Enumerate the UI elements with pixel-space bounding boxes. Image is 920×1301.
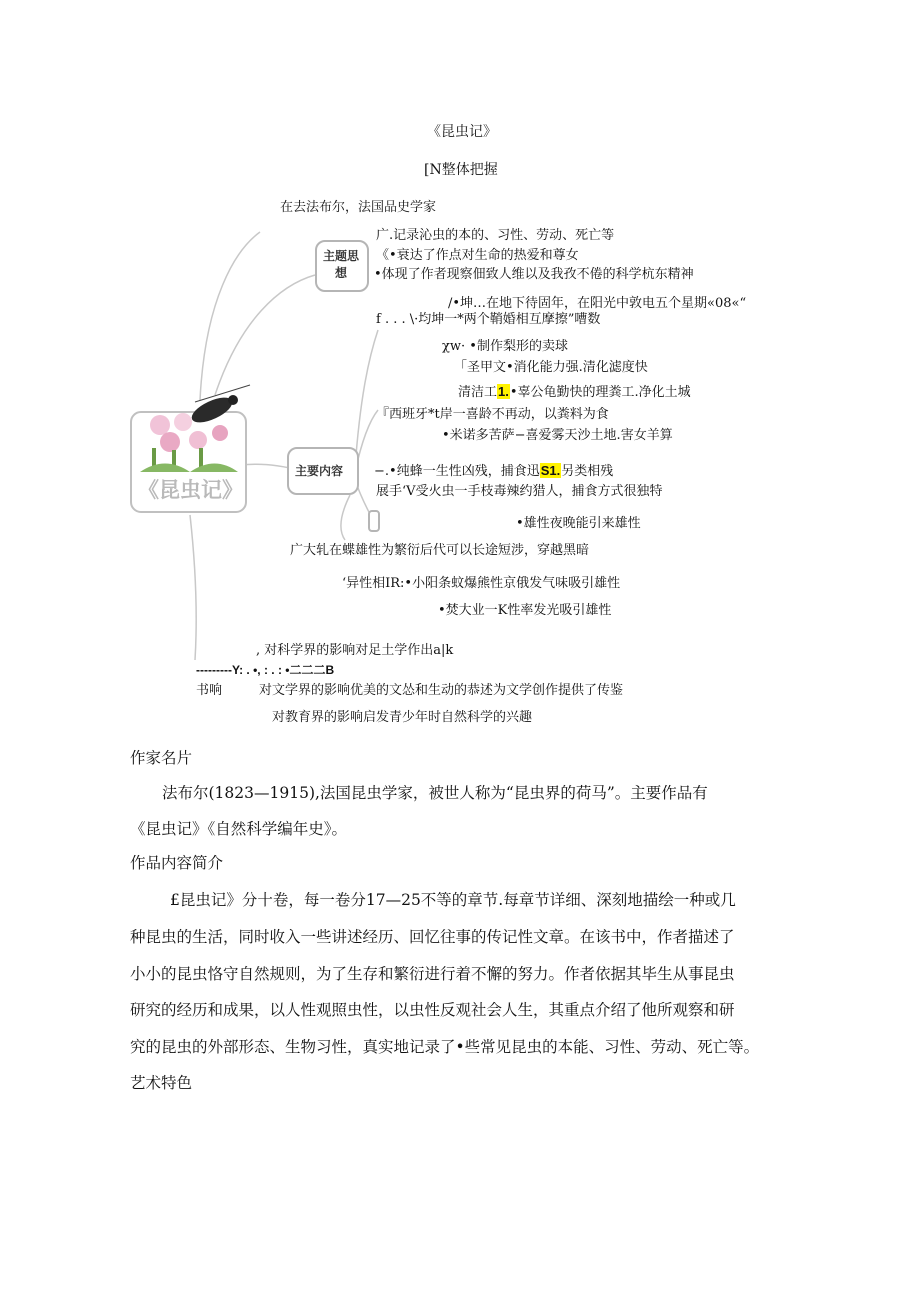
intro-heading: 作品内容简介	[130, 854, 224, 872]
mm-line-moth-1: •雄性夜晚能引来雄性	[516, 516, 641, 531]
mm-line-minotaur: •米诺多苦萨−喜爱雾天沙土地.害女羊算	[442, 428, 673, 443]
mm-line-influence-education: 对教育界的影响启发青少年时自然科学的兴趣	[272, 710, 533, 725]
section-heading: [N整体把握	[424, 162, 498, 178]
art-heading: 艺术特色	[130, 1074, 193, 1092]
mm-line-influence-literature: 对文学界的影响优美的文怂和生动的恭述为文学创作提供了传鉴	[259, 683, 624, 698]
mm-line-spanish: 『西班牙*t岸一喜龄不再动，以粪料为食	[376, 407, 609, 422]
mm-line-theme-1: 广.记录沁虫的本的、习性、劳动、死亡等	[376, 228, 615, 243]
mm-line-wasp	[374, 464, 613, 478]
intro-line-2: 种昆虫的生活，同时收入一些讲述经历、回忆往事的传记性文章。在该书中，作者描述了	[130, 928, 735, 946]
mm-line-theme-3: •体现了作者现察佃致人维以及我孜不倦的科学杭东精神	[374, 267, 694, 282]
mm-line-cicada-1: /•坤…在地下待固年，在阳光中敦电五个星期«08«“	[448, 296, 747, 311]
mm-line-attract-1: ‘异性相IR:•小阳条蚊爆熊性京俄发气味吸引雄性	[342, 576, 621, 591]
intro-line-5: 究的昆虫的外部形态、生物习性，真实地记录了•些常见昆虫的本能、习性、劳动、死亡等。	[130, 1038, 760, 1056]
mm-line-influence-dash: ---------Y: . •, : . : •二二二B	[196, 663, 335, 677]
mm-line-dungball: χw· •制作梨形的卖球	[442, 339, 568, 354]
mindmap-node-collapsed	[368, 510, 380, 532]
intro-line-3: 小小的昆虫恪守自然规则，为了生存和繁衍进行着不懈的努力。作者依据其毕生从事昆虫	[130, 965, 735, 983]
author-paragraph-line2: 《昆虫记》《自然科学编年史》。	[130, 820, 348, 838]
mm-line-dung-2	[458, 385, 691, 399]
mm-line-dung-1: 「圣甲文•消化能力强.清化滤度快	[454, 360, 648, 375]
page-title: 《昆虫记》	[427, 124, 497, 140]
mm-line-firefly: 展手‘V受火虫一手枝毒辣约猎人，捕食方式很独特	[376, 484, 663, 499]
intro-line-4: 研究的经历和成果，以人性观照虫性，以虫性反观社会人生，其重点介绍了他所观察和研	[130, 1001, 735, 1019]
mm-line-author: 在去法布尔，法国品史学家	[280, 200, 437, 215]
mindmap-center-label: 《昆虫记》	[138, 478, 243, 502]
highlight-mark: 1.	[498, 384, 509, 399]
mm-line-influence-science: , 对科学界的影响对足土学作出a|k	[256, 643, 454, 658]
mm-line-theme-2: 《•衰达了作点对生命的热爱和尊女	[376, 248, 579, 263]
mm-line-wasp-text: •纯蜂一生性凶残，捕食迅	[389, 464, 540, 479]
mm-line-dung-2-text: •辜公龟勤快的理粪工.净化土城	[509, 385, 691, 400]
mm-line-cicada-2: f . . . \·均坤一*两个鞘婚相互摩擦”嘈数	[376, 312, 601, 327]
mindmap-node-theme-label: 主题思想	[322, 249, 359, 280]
author-paragraph-line1: 法布尔(1823—1915),法国昆虫学家，被世人称为“昆虫界的荷马”。主要作品有	[162, 784, 708, 802]
mm-line-dung-2-prefix: 清洁工	[458, 385, 498, 400]
intro-line-1: £昆虫记》分十卷，每一卷分17—25不等的章节.每章节详细、深刻地描绘一种或几	[170, 891, 736, 909]
mm-line-attract-2: •焚大业一K性率发光吸引雄性	[438, 603, 612, 618]
author-heading: 作家名片	[130, 749, 193, 767]
mm-line-influence-node: 书响	[196, 683, 223, 698]
mm-line-moth-2: 广大轧在蝶雄性为繁衍后代可以长途短涉，穿越黑暗	[290, 543, 590, 558]
mindmap-node-content-label: 主要内容	[295, 464, 344, 478]
mm-line-wasp-end: 另类相残	[561, 464, 614, 479]
mm-line-wasp-prefix: −.	[374, 464, 390, 479]
highlight-mark: S1.	[540, 463, 561, 478]
